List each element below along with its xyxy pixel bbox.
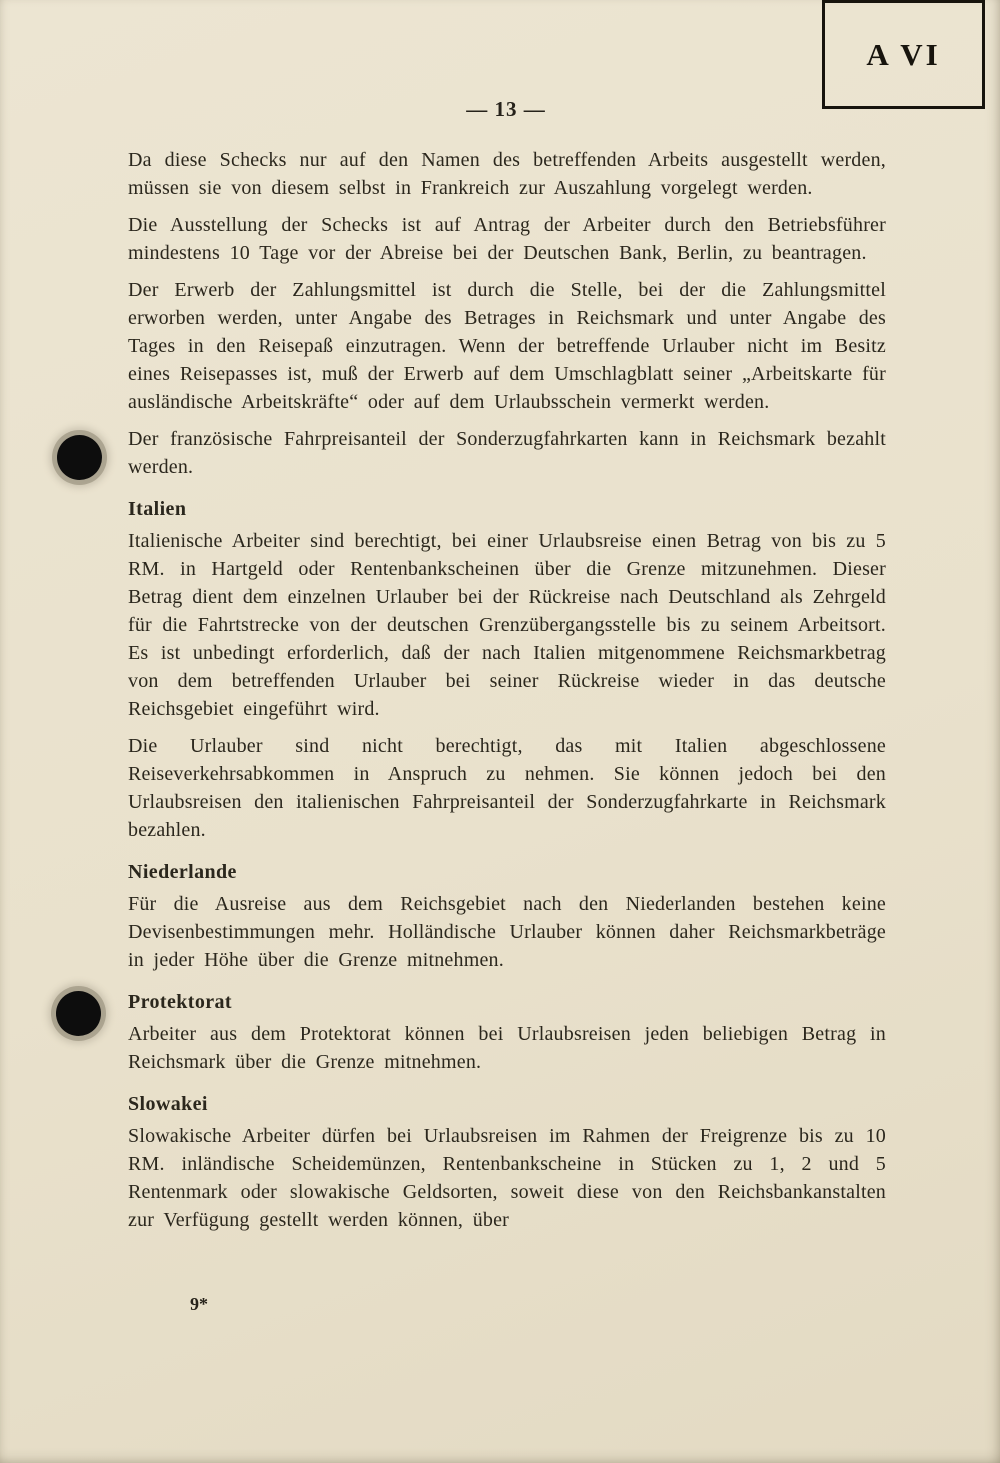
paragraph-italien-2: Die Urlauber sind nicht berechtigt, das mit Italien abgeschlossene Reiseverkehrsabkommen in Anspruch zu nehmen. Sie können jedoch bei den Urlaubsreisen den italienischen Fahrpreisanteil der Sonderzugfahrkarte in Reichsmark bezahlen. (128, 735, 886, 841)
heading-niederlande: Niederlande (128, 861, 237, 883)
paragraph-niederlande: Für die Ausreise aus dem Reichsgebiet nach den Niederlanden bestehen keine Devisenbestimmungen mehr. Holländische Urlauber können daher Reichsmarkbeträge in jeder Höhe über die Grenze mitnehmen. (128, 893, 886, 971)
hole-punch-bottom (56, 991, 101, 1036)
heading-italien: Italien (128, 498, 187, 520)
sheet-signature-mark: 9* (190, 1294, 208, 1314)
heading-slowakei: Slowakei (128, 1093, 208, 1115)
paragraph-slowakei: Slowakische Arbeiter dürfen bei Urlaubsreisen im Rahmen der Freigrenze bis zu 10 RM. inländische Scheidemünzen, Rentenbankscheine in Stücken zu 1, 2 und 5 Rentenmark oder slowakische Geldsorten, soweit diese von den Reichsbankanstalten zur Verfügung gestellt werden können, über (128, 1125, 886, 1231)
page-number: — 13 — (466, 97, 546, 121)
section-label: A VI (866, 36, 941, 72)
paragraph-ausstellung-schecks: Die Ausstellung der Schecks ist auf Antrag der Arbeiter durch den Betriebsführer mindestens 10 Tage vor der Abreise bei der Deutschen Bank, Berlin, zu beantragen. (128, 214, 886, 264)
section-label-box (822, 0, 985, 109)
paragraph-erwerb-zahlungsmittel: Der Erwerb der Zahlungsmittel ist durch die Stelle, bei der die Zahlungsmittel erworben werden, unter Angabe des Betrages in Reichsmark und unter Angabe des Tages in den Reisepaß einzutragen. Wenn der betreffende Urlauber nicht im Besitz eines Reisepasses ist, muß der Erwerb auf dem Umschlagblatt seiner „Arbeitskarte für ausländische Arbeitskräfte“ oder auf dem Urlaubsschein vermerkt werden. (128, 279, 886, 413)
paragraph-schecks-frankreich: Da diese Schecks nur auf den Namen des betreffenden Arbeits ausgestellt werden, müssen sie von diesem selbst in Frankreich zur Auszahlung vorgelegt werden. (128, 149, 886, 199)
document-body (128, 146, 886, 1243)
hole-punch-top (57, 435, 102, 480)
paragraph-fahrpreisanteil: Der französische Fahrpreisanteil der Sonderzugfahrkarten kann in Reichsmark bezahlt werden. (128, 428, 886, 478)
paragraph-italien-1: Italienische Arbeiter sind berechtigt, bei einer Urlaubsreise einen Betrag von bis zu 5 RM. in Hartgeld oder Rentenbankscheinen über die Grenze mitzunehmen. Dieser Betrag dient dem einzelnen Urlauber bei der Rückreise nach Deutschland als Zehrgeld für die Fahrtstrecke von der deutschen Grenzübergangsstelle bis zu seinem Arbeitsort. Es ist unbedingt erforderlich, daß der nach Italien mitgenommene Reichsmarkbetrag von dem betreffenden Urlauber bei seiner Rückreise wieder in das deutsche Reichsgebiet eingeführt wird. (128, 530, 886, 720)
heading-protektorat: Protektorat (128, 991, 232, 1013)
paragraph-protektorat: Arbeiter aus dem Protektorat können bei Urlaubsreisen jeden beliebigen Betrag in Reichsmark über die Grenze mitnehmen. (128, 1023, 886, 1073)
